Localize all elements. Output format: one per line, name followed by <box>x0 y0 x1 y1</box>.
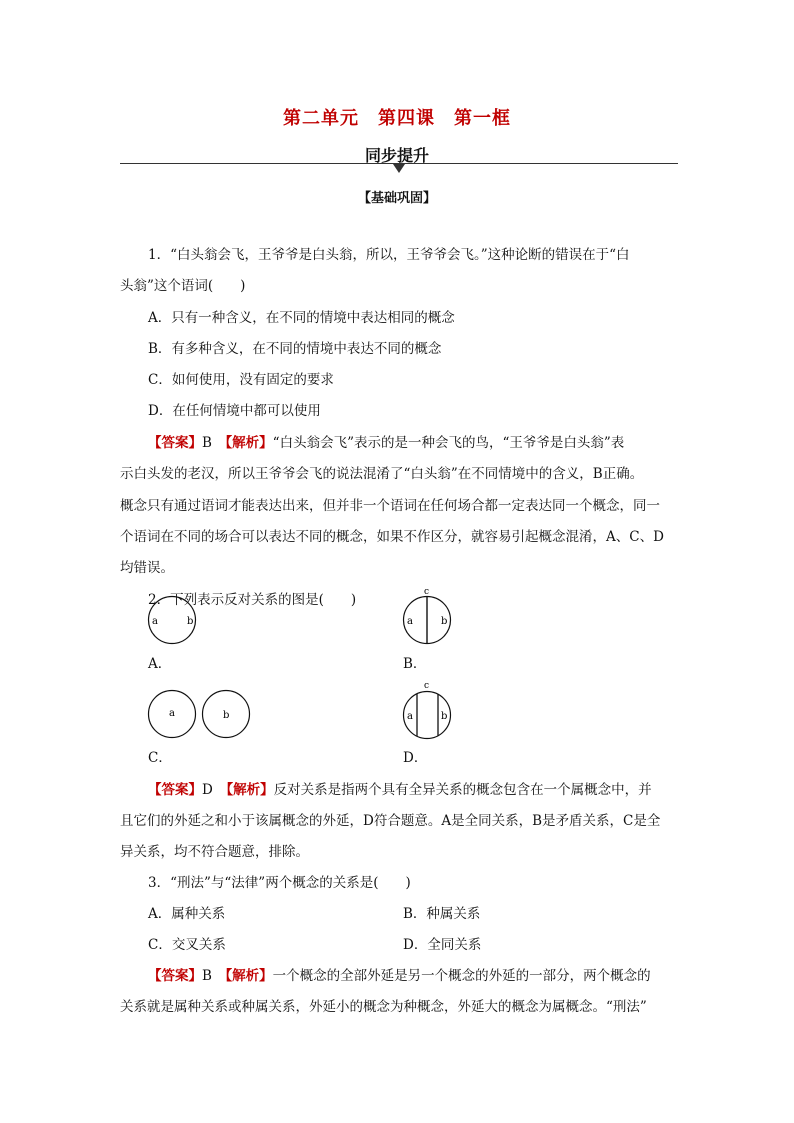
diagram-d <box>398 678 458 742</box>
q1-option-b: B．有多种含义，在不同的情境中表达不同的概念 <box>148 341 442 357</box>
q2-analysis-line-3: 异关系，均不符合题意，排除。 <box>120 844 309 860</box>
answer-value: D <box>202 782 213 798</box>
divider-triangle-icon <box>393 164 405 173</box>
diagram-c <box>144 686 256 742</box>
q2-option-a: A． <box>148 656 172 672</box>
analysis-text: “白头翁会飞”表示的是一种会飞的鸟，“王爷爷是白头翁”表 <box>272 435 625 451</box>
diagram-d-label-b: b <box>441 711 448 722</box>
answer-value: B <box>202 968 212 984</box>
q3-option-c: C．交叉关系 <box>148 937 226 953</box>
diagram-c-label-b: b <box>223 710 230 721</box>
diagram-b-label-a: a <box>407 616 413 627</box>
q1-analysis-line-3: 概念只有通过语词才能表达出来，但并非一个语词在任何场合都一定表达同一个概念，同一 <box>120 498 660 514</box>
q1-option-c: C．如何使用，没有固定的要求 <box>148 372 334 388</box>
diagram-d-label-a: a <box>407 711 413 722</box>
q3-option-a: A．属种关系 <box>148 906 226 922</box>
q1-analysis-line-2: 示白头发的老汉，所以王爷爷会飞的说法混淆了“白头翁”在不同情境中的含义，B正确。 <box>120 466 644 482</box>
q1-stem-line-2: 头翁”这个语词( ) <box>120 278 246 294</box>
page-title: 第二单元 第四课 第一框 <box>283 108 511 129</box>
analysis-tag: 【解析】 <box>226 782 274 798</box>
q2-option-c: C． <box>148 750 172 766</box>
q2-analysis-line-2: 且它们的外延之和小于该属概念的外延，D符合题意。A是全同关系，B是矛盾关系，C是全 <box>120 813 661 829</box>
section-heading: 【基础巩固】 <box>357 191 436 206</box>
q1-option-a: A．只有一种含义，在不同的情境中表达相同的概念 <box>148 310 455 326</box>
q1-option-d: D．在任何情境中都可以使用 <box>148 403 321 419</box>
q1-analysis-line-4: 个语词在不同的场合可以表达不同的概念，如果不作区分，就容易引起概念混淆，A、C、D <box>120 529 664 545</box>
page-subtitle: 同步提升 <box>364 146 429 165</box>
q3-option-b: B．种属关系 <box>403 906 481 922</box>
diagram-a <box>144 592 204 648</box>
answer-value: B <box>202 435 212 451</box>
answer-tag: 【答案】 <box>148 782 202 798</box>
q1-answer-line <box>148 433 624 453</box>
q2-option-d: D． <box>403 750 428 766</box>
diagram-b <box>398 584 458 646</box>
analysis-tag: 【解析】 <box>225 435 273 451</box>
q3-stem: 3．“刑法”与“法律”两个概念的关系是( ) <box>148 875 411 891</box>
diagram-b-label-b: b <box>441 616 448 627</box>
q1-stem-line-1: 1．“白头翁会飞，王爷爷是白头翁，所以，王爷爷会飞。”这种论断的错误在于“白 <box>148 247 630 263</box>
diagram-c-label-a: a <box>169 708 175 719</box>
answer-tag: 【答案】 <box>148 435 202 451</box>
diagram-a-label-a: a <box>152 616 158 627</box>
diagram-b-label-c: c <box>424 587 430 597</box>
q2-answer-line <box>148 780 652 800</box>
diagram-a-label-b: b <box>187 616 194 627</box>
q2-stem: 2．下列表示反对关系的图是( ) <box>148 592 357 608</box>
analysis-text: 反对关系是指两个具有全异关系的概念包含在一个属概念中，并 <box>273 782 652 798</box>
q1-analysis-line-5: 均错误。 <box>120 560 174 576</box>
answer-tag: 【答案】 <box>148 968 202 984</box>
q3-answer-line <box>148 966 651 986</box>
diagram-d-label-c: c <box>424 681 430 691</box>
q3-option-d: D．全同关系 <box>403 937 482 953</box>
analysis-tag: 【解析】 <box>225 968 273 984</box>
analysis-text: 一个概念的全部外延是另一个概念的外延的一部分，两个概念的 <box>272 968 651 984</box>
q2-option-b: B． <box>403 656 427 672</box>
q3-analysis-line-2: 关系就是属种关系或种属关系，外延小的概念为种概念，外延大的概念为属概念。“刑法” <box>120 999 647 1015</box>
